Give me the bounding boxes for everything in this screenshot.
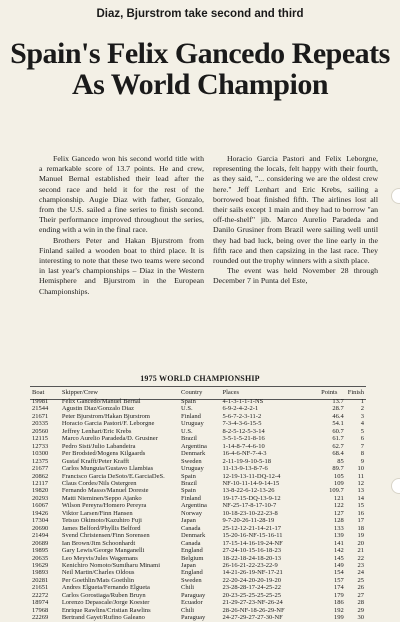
- cell-finish: 15: [357, 502, 364, 510]
- table-row: [30, 443, 366, 450]
- table-rule-top: [30, 386, 366, 387]
- cell-country: Chili: [181, 584, 195, 592]
- cell-skipper-crew: Kenichiro Nomoto/Sumiharu Minami: [61, 561, 161, 569]
- cell-boat: 21671: [32, 412, 49, 420]
- table-row: [30, 592, 366, 599]
- table-row: [30, 555, 366, 562]
- cell-places: 17-15-14-16-19-24-NF: [222, 539, 283, 547]
- cell-skipper-crew: Leo Meyvis/Jules Wagemans: [61, 554, 138, 562]
- cell-boat: 22269: [32, 614, 49, 622]
- kicker-subheadline: Diaz, Bjurstrom take second and third: [96, 8, 304, 20]
- cell-boat: 19820: [32, 487, 49, 495]
- table-row: [30, 435, 366, 442]
- cell-points: 174: [333, 584, 344, 592]
- cell-country: Uruguay: [181, 465, 204, 473]
- cell-points: 122: [333, 502, 344, 510]
- headline: Spain's Felix Gancedo Repeats As World Champion: [10, 37, 390, 101]
- cell-skipper-crew: Wilson Pereyra/Homero Pereyra: [61, 502, 147, 510]
- article-paragraph: The event was held November 28 through December 7 in Punta del Este,: [213, 266, 378, 286]
- cell-places: 22-20-24-20-20-19-20: [222, 576, 281, 584]
- article-paragraph: Brothers Peter and Hakan Bjurstrom from Finland sailed a wooden boat to third place. It is interesting to note that these two teams were second in last year's championships – Diaz in the Western Hemisphere and Bjurstrom in the European Championships.: [39, 235, 204, 296]
- cell-skipper-crew: Horacio Garcia Pastori/F. Leborgne: [61, 420, 155, 428]
- cell-skipper-crew: Per Brodsted/Mogens Kilgaards: [61, 450, 146, 458]
- cell-finish: 27: [357, 591, 364, 599]
- table-row: [30, 487, 366, 494]
- cell-skipper-crew: Tetsuo Okimoto/Kazuhiro Fuji: [61, 517, 142, 525]
- cell-finish: 21: [357, 547, 364, 555]
- cell-country: Finland: [181, 494, 201, 502]
- header-country: Country: [181, 389, 203, 397]
- cell-finish: 17: [357, 517, 364, 525]
- cell-places: 10-18-23-10-22-23-8: [222, 509, 278, 517]
- cell-skipper-crew: Viktor Larsen/Finn Hansen: [61, 509, 133, 517]
- cell-boat: 21494: [32, 532, 49, 540]
- cell-places: 23-28-28-17-24-25-22: [222, 584, 281, 592]
- cell-places: 11-13-9-13-8-7-6: [222, 465, 268, 473]
- cell-points: 154: [333, 569, 344, 577]
- table-row: [30, 517, 366, 524]
- cell-skipper-crew: Gary Lewis/George Manganelli: [61, 547, 145, 555]
- cell-country: Belgium: [181, 554, 204, 562]
- cell-boat: 22272: [32, 591, 49, 599]
- cell-finish: 19: [357, 532, 364, 540]
- cell-points: 61.7: [332, 435, 344, 443]
- cell-boat: 20689: [32, 539, 49, 547]
- cell-skipper-crew: Carlos Gorostiaga/Ruben Bruyn: [61, 591, 146, 599]
- cell-boat: 12117: [32, 479, 49, 487]
- cell-skipper-crew: Pedro Sisti/Julio Labandeira: [61, 442, 136, 450]
- cell-finish: 25: [357, 576, 364, 584]
- cell-country: Finland: [181, 412, 201, 420]
- cell-places: 12-19-13-11-DQ-12-4: [222, 472, 281, 480]
- results-table: [30, 388, 366, 622]
- cell-boat: 19426: [32, 509, 49, 517]
- table-row: [30, 458, 366, 465]
- cell-boat: 20560: [32, 427, 49, 435]
- cell-boat: 21677: [32, 465, 49, 473]
- cell-finish: 16: [357, 509, 364, 517]
- cell-country: Spain: [181, 472, 196, 480]
- cell-country: Chili: [181, 606, 195, 614]
- cell-country: Canada: [181, 524, 201, 532]
- cell-boat: 17968: [32, 606, 49, 614]
- cell-boat: 12733: [32, 442, 49, 450]
- cell-country: Spain: [181, 398, 196, 405]
- cell-finish: 7: [360, 442, 364, 450]
- cell-boat: 20690: [32, 524, 49, 532]
- cell-points: 133: [333, 524, 344, 532]
- cell-finish: 11: [357, 472, 364, 480]
- cell-places: NF-10-11-14-9-14-15: [222, 479, 280, 487]
- cell-finish: 5: [360, 427, 364, 435]
- cell-points: 186: [333, 599, 344, 607]
- cell-finish: 9: [360, 457, 364, 465]
- cell-places: 4-1-3-1-1-1-NS: [222, 398, 264, 405]
- cell-country: Uruguay: [181, 420, 204, 428]
- cell-boat: 20635: [32, 554, 49, 562]
- cell-points: 109.7: [329, 487, 344, 495]
- cell-places: 16-4-6-NF-7-4-3: [222, 450, 267, 458]
- cell-points: 28.7: [332, 405, 344, 413]
- table-row: [30, 525, 366, 532]
- table-row: [30, 607, 366, 614]
- punch-hole: [391, 188, 400, 204]
- cell-country: Brazil: [181, 479, 197, 487]
- cell-places: 3-5-1-5-21-8-16: [222, 435, 265, 443]
- table-row: [30, 562, 366, 569]
- cell-country: Argentina: [181, 502, 207, 510]
- cell-places: 18-22-18-24-18-20-13: [222, 554, 281, 562]
- cell-skipper-crew: Bertrand Gayet/Rufino Galeano: [61, 614, 145, 622]
- table-row: [30, 420, 366, 427]
- article-column-right: [213, 154, 378, 287]
- table-row: [30, 413, 366, 420]
- header-points: Points: [321, 389, 338, 397]
- table-row: [30, 614, 366, 621]
- cell-points: 179: [333, 591, 344, 599]
- cell-places: 5-6-7-2-3-11-2: [222, 412, 262, 420]
- cell-country: England: [181, 569, 203, 577]
- cell-country: Ecuador: [181, 599, 203, 607]
- cell-finish: 10: [357, 465, 364, 473]
- cell-boat: 19895: [32, 547, 49, 555]
- cell-finish: 18: [357, 524, 364, 532]
- table-header-row: [30, 388, 366, 398]
- cell-skipper-crew: Per Goethlin/Mats Goethlin: [61, 576, 135, 584]
- cell-points: 68.4: [332, 450, 344, 458]
- table-row: [30, 584, 366, 591]
- cell-points: 85: [337, 457, 344, 465]
- cell-country: Sweden: [181, 457, 202, 465]
- cell-points: 105: [333, 472, 344, 480]
- punch-hole: [391, 478, 400, 494]
- cell-country: Denmark: [181, 532, 206, 540]
- cell-country: Paraguay: [181, 614, 206, 622]
- cell-boat: 16067: [32, 502, 49, 510]
- cell-places: 14-21-26-19-NF-17-21: [222, 569, 283, 577]
- cell-skipper-crew: Lorenzo Depascale/Jorge Koester: [61, 599, 150, 607]
- cell-finish: 29: [357, 606, 364, 614]
- cell-skipper-crew: Peter Bjurstrom/Hakan Bjurstrom: [61, 412, 150, 420]
- cell-skipper-crew: Svend Christensen/Finn Sorensen: [61, 532, 150, 540]
- cell-skipper-crew: Felix Gancedo/Manuel Bernal: [61, 398, 141, 405]
- results-body: [30, 398, 366, 622]
- article-paragraph: Horacio Garcia Pastori and Felix Leborgne, representing the locals, felt happy with their fourth, as they said, "... considering we are the oldest crew here." Jeff Lenhart and Eric Krebs, sailing a borrowed boat finished fifth. The airlines lost all their sails except 1 main and they had to borrow "an off-the-shelf" jib. Marco Aurelio Paradeda and Danilo Grusiner from Brazil were sailing well until they had bad luck, being over the line early in the fifth race and then capsizing in the last race. They rounded out the trophy winners with a sixth place.: [213, 154, 378, 266]
- cell-places: NF-25-17-8-17-10-7: [222, 502, 277, 510]
- header-finish: Finish: [347, 389, 364, 397]
- cell-points: 121: [333, 494, 344, 502]
- cell-skipper-crew: Carlos Munguia/Gustavo Llambias: [61, 465, 154, 473]
- cell-points: 199: [333, 614, 344, 622]
- cell-country: Canada: [181, 539, 201, 547]
- cell-country: U.S.: [181, 405, 193, 413]
- table-row: [30, 405, 366, 412]
- cell-boat: 20281: [32, 576, 49, 584]
- table-row: [30, 450, 366, 457]
- cell-skipper-crew: Neil Martin/Charles Oldous: [61, 569, 135, 577]
- cell-places: 19-17-15-DQ-13-9-12: [222, 494, 281, 502]
- cell-points: 145: [333, 554, 344, 562]
- cell-places: 1-14-8-7-4-6-10: [222, 442, 265, 450]
- cell-finish: 6: [360, 435, 364, 443]
- cell-places: 2-11-19-9-10-5-18: [222, 457, 271, 465]
- table-row: [30, 495, 366, 502]
- cell-skipper-crew: Fernando Masso/Manuel Doreste: [61, 487, 149, 495]
- table-row: [30, 569, 366, 576]
- article-column-left: [39, 154, 204, 297]
- cell-finish: 26: [357, 584, 364, 592]
- cell-places: 6-9-2-4-2-2-1: [222, 405, 259, 413]
- cell-points: 127: [333, 509, 344, 517]
- cell-finish: 24: [357, 569, 364, 577]
- cell-boat: 19629: [32, 561, 49, 569]
- cell-country: Japan: [181, 517, 196, 525]
- cell-country: Denmark: [181, 450, 206, 458]
- cell-boat: 19981: [32, 398, 49, 405]
- cell-finish: 30: [357, 614, 364, 622]
- cell-finish: 3: [360, 412, 364, 420]
- table-row: [30, 502, 366, 509]
- cell-points: 128: [333, 517, 344, 525]
- cell-points: 60.7: [332, 427, 344, 435]
- cell-boat: 20293: [32, 494, 49, 502]
- table-row: [30, 540, 366, 547]
- cell-country: Paraguay: [181, 591, 206, 599]
- table-row: [30, 510, 366, 517]
- header-skipper-crew: Skipper/Crew: [61, 389, 98, 397]
- cell-finish: 23: [357, 561, 364, 569]
- cell-skipper-crew: Gustaf Krafft/Peter Krafft: [61, 457, 130, 465]
- cell-points: 139: [333, 532, 344, 540]
- cell-boat: 17304: [32, 517, 49, 525]
- cell-points: 109: [333, 479, 344, 487]
- cell-finish: 14: [357, 494, 364, 502]
- cell-places: 25-12-12-21-14-21-17: [222, 524, 281, 532]
- cell-finish: 28: [357, 599, 364, 607]
- cell-places: 8-2-5-12-5-3-14: [222, 427, 265, 435]
- table-row: [30, 473, 366, 480]
- table-row: [30, 398, 366, 405]
- cell-points: 142: [333, 547, 344, 555]
- table-row: [30, 480, 366, 487]
- cell-places: 27-24-10-15-16-18-23: [222, 547, 281, 555]
- cell-finish: 4: [360, 420, 364, 428]
- cell-skipper-crew: Marco Aurelio Paradeda/D. Grusiner: [61, 435, 158, 443]
- cell-boat: 20335: [32, 420, 49, 428]
- cell-places: 15-20-16-NF-15-16-11: [222, 532, 283, 540]
- table-row: [30, 465, 366, 472]
- cell-finish: 2: [360, 405, 364, 413]
- cell-skipper-crew: Agustin Diaz/Gonzalo Diaz: [61, 405, 135, 413]
- cell-points: 141: [333, 539, 344, 547]
- cell-points: 89.7: [332, 465, 344, 473]
- table-row: [30, 599, 366, 606]
- table-title: 1975 WORLD CHAMPIONSHIP: [140, 374, 260, 383]
- cell-points: 192: [333, 606, 344, 614]
- cell-boat: 21651: [32, 584, 49, 592]
- cell-skipper-crew: Andres Elgueta/Fernando Elgueta: [61, 584, 150, 592]
- cell-finish: 1: [360, 398, 364, 405]
- cell-country: Norway: [181, 509, 202, 517]
- cell-country: Argentina: [181, 442, 207, 450]
- cell-places: 24-27-29-27-27-30-NF: [222, 614, 283, 622]
- cell-country: England: [181, 547, 203, 555]
- cell-skipper-crew: Matti Nieminen/Seppo Ajanko: [61, 494, 142, 502]
- cell-finish: 13: [357, 487, 364, 495]
- cell-points: 54.1: [332, 420, 344, 428]
- article-paragraph: Felix Gancedo won his second world title with a remarkable score of 13.7 points. He and crew, Manuel Bernal established their lead after the second race and held it for the rest of the championship. Augie Diaz with father, Gonzalo, from the U.S. sailed a fine series to finish second. Their performance improved throughout the series, ending with a win in the final race.: [39, 154, 204, 235]
- cell-skipper-crew: Francisco Garcia DeSoto/E.GarciaDeS.: [61, 472, 165, 480]
- cell-skipper-crew: Jeffrey Lenhart/Eric Krebs: [61, 427, 132, 435]
- cell-boat: 20862: [32, 472, 49, 480]
- table-row: [30, 547, 366, 554]
- header-places: Places: [222, 389, 240, 397]
- header-boat: Boat: [32, 389, 45, 397]
- cell-boat: 10300: [32, 450, 49, 458]
- cell-places: 26-16-21-22-23-22-9: [222, 561, 278, 569]
- cell-skipper-crew: Enrique Rawlins/Cristian Rawlins: [61, 606, 151, 614]
- cell-country: Brazil: [181, 435, 197, 443]
- cell-places: 9-7-20-26-11-28-19: [222, 517, 275, 525]
- cell-boat: 21544: [32, 405, 49, 413]
- cell-places: 21-29-27-23-NF-26-24: [222, 599, 283, 607]
- cell-finish: 8: [360, 450, 364, 458]
- cell-points: 62.7: [332, 442, 344, 450]
- cell-places: 20-23-25-25-25-25-25: [222, 591, 281, 599]
- table-row: [30, 428, 366, 435]
- cell-skipper-crew: Claus Cordes/Nils Ostergren: [61, 479, 137, 487]
- cell-country: Japan: [181, 561, 196, 569]
- cell-skipper-crew: James Belford/Phyllis Belford: [61, 524, 141, 532]
- cell-places: 7-3-4-3-6-15-5: [222, 420, 262, 428]
- table-row: [30, 532, 366, 539]
- cell-boat: 12375: [32, 457, 49, 465]
- cell-finish: 12: [357, 479, 364, 487]
- cell-places: 13-8-22-6-12-13-26: [222, 487, 275, 495]
- cell-points: 149: [333, 561, 344, 569]
- cell-boat: 18974: [32, 599, 49, 607]
- cell-points: 157: [333, 576, 344, 584]
- table-row: [30, 577, 366, 584]
- cell-finish: 22: [357, 554, 364, 562]
- cell-country: U.S.: [181, 427, 193, 435]
- cell-finish: 20: [357, 539, 364, 547]
- cell-boat: 12115: [32, 435, 49, 443]
- cell-country: Spain: [181, 487, 196, 495]
- cell-boat: 19893: [32, 569, 49, 577]
- cell-country: Sweden: [181, 576, 202, 584]
- cell-skipper-crew: Ian Brown/Jim Schoonhardt: [61, 539, 136, 547]
- cell-points: 46.4: [332, 412, 344, 420]
- cell-places: 28-26-NF-18-26-29-NF: [222, 606, 285, 614]
- cell-points: 13.7: [332, 398, 344, 405]
